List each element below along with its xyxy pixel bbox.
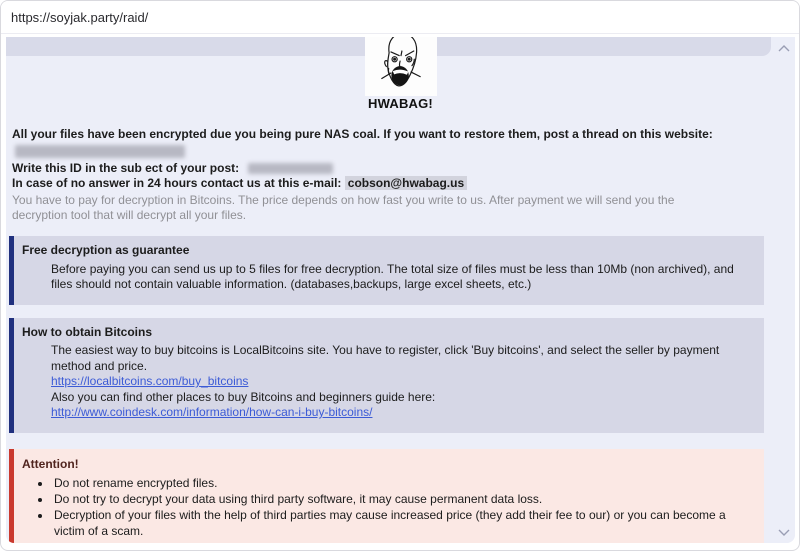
attention-section	[9, 449, 764, 544]
soyjak-face-icon	[369, 37, 433, 94]
how-to-obtain-bitcoins-section	[9, 318, 764, 433]
scroll-up-icon[interactable]	[777, 43, 791, 53]
write-id-line	[6, 161, 795, 176]
ransom-note-page	[6, 37, 795, 543]
attention-item: • Decryption of your files with the help of third parties may cause increased price (they add their fee to our) or you can become a victim of a scam.	[52, 507, 752, 539]
page-title: HWABAG!	[368, 96, 433, 111]
intro-line: All your files have been encrypted due you being pure NAS coal. If you want to restore them, post a thread on this website:	[12, 127, 713, 141]
scroll-down-icon[interactable]	[777, 527, 791, 537]
how-to-obtain-title: How to obtain Bitcoins	[22, 324, 152, 339]
free-decryption-body: Before paying you can send us up to 5 files for free decryption. The total size of files must be less than 10Mb (non archived), and files should not contain valuable information. (databases,backups, large excel sheets, etc.)	[51, 261, 734, 291]
contact-line	[6, 176, 795, 191]
localbitcoins-link[interactable]: https://localbitcoins.com/buy_bitcoins	[51, 374, 249, 388]
payment-note: You have to pay for decryption in Bitcoins. The price depends on how fast you write to us. After payment we will send you the decryption tool that will decrypt all your files.	[12, 193, 675, 222]
attention-item: • Do not try to decrypt your data using third party software, it may cause permanent data loss.	[52, 491, 752, 507]
attention-item: • Do not rename encrypted files.	[52, 475, 752, 491]
how-to-obtain-line2: Also you can find other places to buy Bitcoins and beginners guide here:	[51, 389, 436, 404]
contact-label: In case of no answer in 24 hours contact us at this e-mail:	[12, 176, 342, 190]
redacted-website-id	[15, 145, 185, 158]
attention-title: Attention!	[22, 456, 79, 471]
url-bar[interactable]	[1, 1, 799, 34]
redacted-post-id	[248, 163, 333, 174]
coindesk-link[interactable]: http://www.coindesk.com/information/how-can-i-buy-bitcoins/	[51, 405, 373, 419]
free-decryption-section	[9, 236, 764, 305]
soyjak-image	[365, 37, 437, 96]
url-text: https://soyjak.party/raid/	[11, 9, 149, 25]
free-decryption-title: Free decryption as guarantee	[22, 243, 190, 257]
scrollbar[interactable]	[773, 37, 795, 543]
contact-email: cobson@hwabag.us	[345, 176, 467, 190]
how-to-obtain-line1: The easiest way to buy bitcoins is LocalBitcoins site. You have to register, click 'Buy bitcoins', and select the seller by payment method and price.	[51, 343, 720, 373]
write-id-label: Write this ID in the sub ect of your post:	[12, 161, 240, 175]
attention-list	[52, 475, 752, 539]
